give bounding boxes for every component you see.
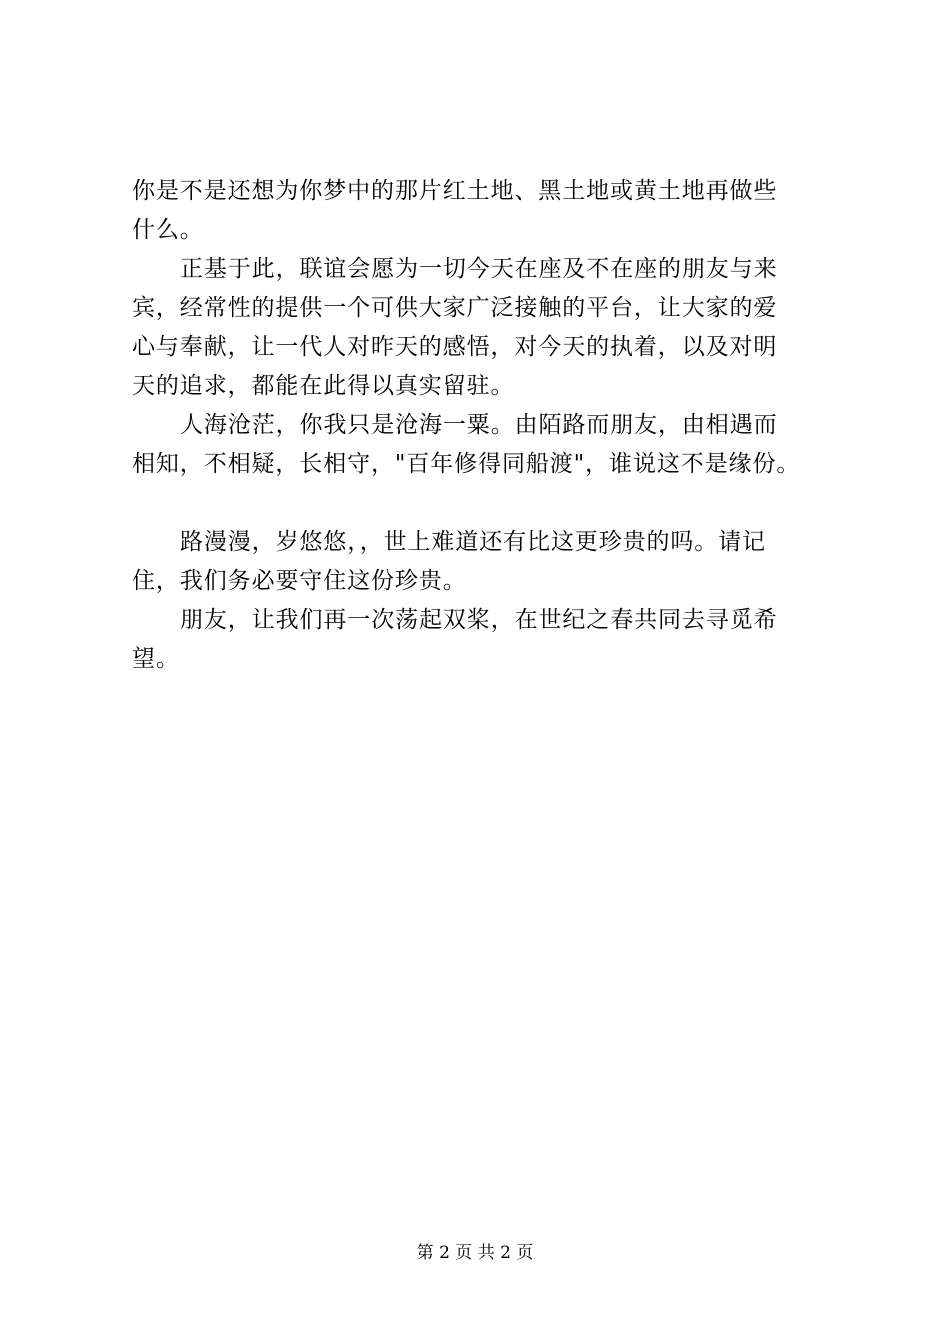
paragraph-line: 人海沧茫，你我只是沧海一粟。由陌路而朋友，由相遇而 xyxy=(180,412,778,438)
paragraph-line: 心与奉献，让一代人对昨天的感悟，对今天的执着，以及对明 xyxy=(132,334,778,360)
paragraph-line: 路漫漫，岁悠悠，，世上难道还有比这更珍贵的吗。请记 xyxy=(180,529,766,555)
paragraph-line: 宾，经常性的提供一个可供大家广泛接触的平台，让大家的爱 xyxy=(132,295,778,321)
document-body xyxy=(132,172,832,679)
paragraph-gap xyxy=(132,484,832,523)
paragraph-line: 朋友，让我们再一次荡起双桨，在世纪之春共同去寻觅希 xyxy=(180,607,778,633)
paragraph-line: 住，我们务必要守住这份珍贵。 xyxy=(132,568,467,594)
paragraph-line: 什么。 xyxy=(132,217,204,243)
paragraph-line: 正基于此，联谊会愿为一切今天在座及不在座的朋友与来 xyxy=(180,256,778,282)
page-footer: 第 2 页 共 2 页 xyxy=(416,1243,534,1263)
paragraph-line: 望。 xyxy=(132,646,180,672)
paragraph-line: 相知，不相疑，长相守，"百年修得同船渡"，谁说这不是缘份。 xyxy=(132,451,801,477)
paragraph-line: 天的追求，都能在此得以真实留驻。 xyxy=(132,373,515,399)
paragraph-line: 你是不是还想为你梦中的那片红土地、黑土地或黄土地再做些 xyxy=(132,178,778,204)
